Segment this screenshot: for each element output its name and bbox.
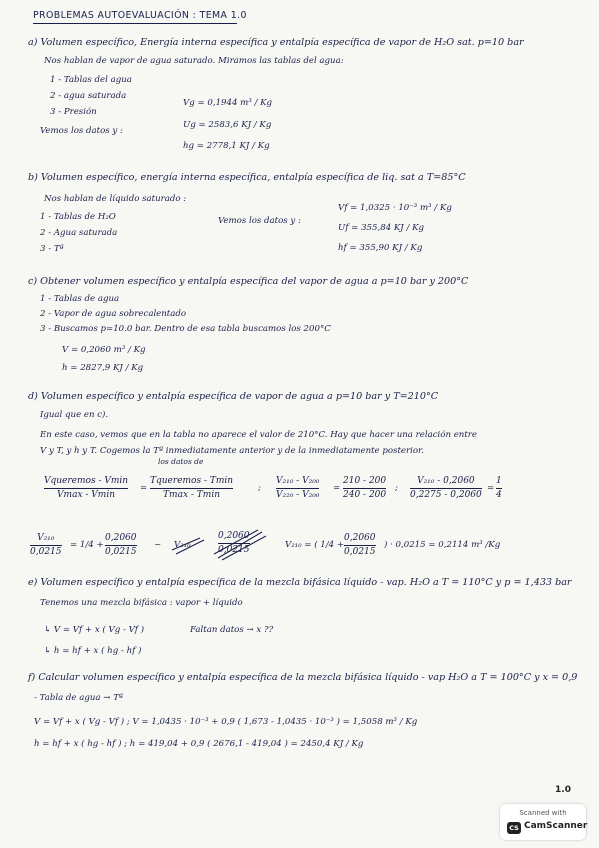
section-b-value: hf = 355,90 KJ / Kg	[338, 243, 423, 253]
section-e-eq: ↳ V = Vf + x ( Vg - Vf )	[44, 625, 145, 635]
section-c-value: V = 0,2060 m³ / Kg	[62, 345, 146, 355]
fraction-denominator: 0,0215	[218, 545, 250, 555]
formula-fraction	[496, 476, 502, 501]
fraction-numerator: 210 - 200	[343, 476, 386, 489]
section-e-eq: ↳ h = hf + x ( hg - hf )	[44, 646, 142, 656]
formula-text: = 1/4 +	[70, 540, 104, 550]
section-b-value: Vf = 1,0325 · 10⁻³ m³ / Kg	[338, 203, 452, 213]
fraction-denominator: 4	[496, 490, 502, 500]
title-underline	[33, 23, 237, 24]
fraction-denominator: 240 - 200	[343, 490, 387, 500]
formula-fraction	[44, 476, 128, 501]
fraction-denominator: 0,0215	[344, 547, 376, 557]
section-a-intro: Nos hablan de vapor de agua saturado. Miramos las tablas del agua:	[44, 56, 344, 66]
fraction-numerator: 1	[496, 476, 502, 489]
section-a-value: hg = 2778,1 KJ / Kg	[183, 141, 270, 151]
formula-text: ) · 0,0215 = 0,2114 m³ /Kg	[384, 540, 501, 550]
section-a-value: Ug = 2583,6 KJ / Kg	[183, 120, 272, 130]
formula-text: V₂₁₀ = ( 1/4 +	[285, 540, 345, 550]
section-d-heading: d) Volumen específico y entalpía específica de vapor de agua a p=10 bar y T=210°C	[28, 391, 439, 402]
page-number: 1.0	[555, 785, 571, 795]
formula-fraction	[410, 476, 482, 501]
section-b-value: Uf = 355,84 KJ / Kg	[338, 223, 425, 233]
section-a-step: 1 - Tablas del agua	[50, 75, 132, 85]
section-a-vemos: Vemos los datos y :	[40, 126, 123, 136]
section-c-step: 2 - Vapor de agua sobrecalentado	[40, 309, 187, 319]
scanner-line1: Scanned with	[519, 809, 567, 817]
formula-fraction	[105, 533, 137, 558]
section-a-heading: a) Volumen específico, Energía interna específica y entalpía específica de vapor de H₂O sat. p=10 bar	[28, 37, 524, 48]
section-e-faltan: Faltan datos → x ??	[190, 625, 274, 635]
section-f-heading: f) Calcular volumen específico y entalpía específica de la mezcla bifásica líquido - vap H₂O a T = 100°C y x = 0,9	[28, 672, 578, 683]
section-f-eq: V = Vf + x ( Vg - Vf ) ; V = 1,0435 · 10⁻³ + 0,9 ( 1,673 - 1,0435 · 10⁻³ ) = 1,5058 m³ / Kg	[34, 717, 418, 727]
page-title: PROBLEMAS AUTOEVALUACIÓN : TEMA 1.0	[33, 10, 247, 21]
fraction-denominator: 0,0215	[105, 547, 137, 557]
section-a-step: 3 - Presión	[50, 107, 97, 117]
formula-fraction	[30, 533, 62, 558]
section-a-step: 2 - agua saturada	[50, 91, 127, 101]
section-b-step: 2 - Agua saturada	[40, 228, 118, 238]
section-c-step: 1 - Tablas de agua	[40, 294, 120, 304]
scribble-strikethrough	[170, 528, 270, 562]
section-c-step: 3 - Buscamos p=10.0 bar. Dentro de esa tabla buscamos los 200°C	[40, 324, 331, 334]
section-c-heading: c) Obtener volumen específico y entalpía específica del vapor de agua a p=10 bar y 200°C	[28, 276, 469, 287]
fraction-numerator: 0,2060	[344, 533, 376, 546]
section-d-line: En este caso, vemos que en la tabla no aparece el valor de 210°C. Hay que hacer una relación entre	[40, 430, 477, 440]
fraction-numerator: V₂₁₀ - 0,2060	[410, 476, 482, 489]
section-f-step: - Tabla de agua → Tª	[34, 693, 124, 703]
section-d-note: los datos de	[158, 457, 204, 466]
equals-sign: =	[333, 483, 341, 493]
section-f-eq: h = hf + x ( hg - hf ) ; h = 419,04 + 0,9 ( 2676,1 - 419,04 ) = 2450,4 KJ / Kg	[34, 739, 364, 749]
fraction-denominator: 0,0215	[30, 547, 62, 557]
fraction-denominator: Vmax - Vmin	[57, 490, 115, 500]
camscanner-logo-icon: CS	[507, 822, 521, 834]
section-b-vemos: Vemos los datos y :	[218, 216, 301, 226]
formula-fraction	[343, 476, 386, 501]
scanner-line2: CamScanner	[524, 821, 588, 831]
section-a-value: Vg = 0,1944 m³ / Kg	[183, 98, 273, 108]
section-d-line: Igual que en c).	[40, 410, 109, 420]
arrow-glyph: ~	[154, 540, 162, 550]
fraction-denominator: 0,2275 - 0,2060	[410, 490, 482, 500]
separator: ;	[258, 483, 261, 493]
fraction-numerator: V₂₁₀ - V₂₀₀	[276, 476, 319, 489]
section-b-heading: b) Volumen específico, energía interna específica, entalpía específica de liq. sat a T=85°C	[28, 172, 466, 183]
section-b-intro: Nos hablan de líquido saturado :	[44, 194, 187, 204]
fraction-numerator: Tqueremos - Tmin	[150, 476, 233, 489]
fraction-denominator: Tmax - Tmin	[163, 490, 220, 500]
formula-fraction	[276, 476, 319, 501]
section-e-heading: e) Volumen específico y entalpía específica de la mezcla bifásica líquido - vap. H₂O a T = 110°C y p = 1,433 bar	[28, 577, 572, 588]
fraction-numerator: 0,2060	[105, 533, 137, 546]
separator: ;	[395, 483, 398, 493]
equals-sign: =	[140, 483, 148, 493]
formula-fraction	[150, 476, 233, 501]
fraction-numerator: V₂₁₀	[30, 533, 62, 546]
section-e-intro: Tenemos una mezcla bifásica : vapor + líquido	[40, 598, 243, 608]
section-b-step: 1 - Tablas de H₂O	[40, 212, 116, 222]
fraction-denominator: V₂₂₀ - V₂₀₀	[276, 490, 320, 500]
section-d-line: V y T, y h y T. Cogemos la Tª inmediatamente anterior y de la inmediatamente posterior.	[40, 446, 424, 456]
fraction-numerator: 0,2060	[218, 531, 250, 544]
section-b-step: 3 - Tª	[40, 244, 64, 254]
crossed-term: V₂₁₀	[174, 540, 191, 550]
fraction-numerator: Vqueremos - Vmin	[44, 476, 128, 489]
equals-sign: =	[487, 483, 495, 493]
scanner-badge	[500, 804, 586, 840]
section-c-value: h = 2827,9 KJ / Kg	[62, 363, 144, 373]
formula-fraction	[344, 533, 376, 558]
